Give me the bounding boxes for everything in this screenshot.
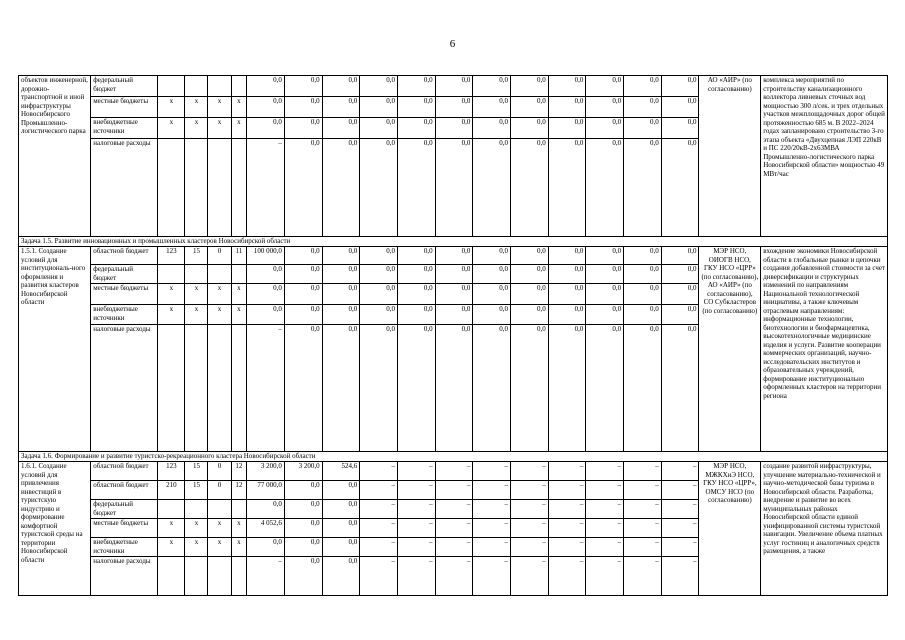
funding-source: налоговые расходы [91, 557, 158, 596]
year-amount: 0,0 [284, 538, 322, 557]
year-amount: – [511, 462, 549, 481]
year-amount: 0,0 [511, 284, 549, 305]
year-amount: – [586, 557, 624, 596]
year-amount: 0,0 [397, 325, 435, 452]
total-amount: 0,0 [247, 284, 285, 305]
year-amount: 0,0 [397, 97, 435, 118]
year-amount: – [435, 557, 473, 596]
year-amount: 0,0 [511, 97, 549, 118]
year-amount: 0,0 [435, 305, 473, 325]
year-amount: – [473, 538, 511, 557]
year-amount: – [624, 500, 662, 519]
year-amount: 0,0 [661, 265, 699, 284]
table-row [19, 76, 888, 97]
year-amount: 0,0 [586, 139, 624, 237]
year-amount: 0,0 [435, 139, 473, 237]
year-amount: 0,0 [284, 118, 322, 139]
year-amount: 0,0 [661, 284, 699, 305]
year-amount: 0,0 [473, 265, 511, 284]
year-amount: 0,0 [284, 325, 322, 452]
funding-source: местные бюджеты [91, 519, 158, 538]
year-amount: 0,0 [624, 305, 662, 325]
year-amount: – [473, 481, 511, 500]
task-header-row [19, 452, 888, 462]
year-amount: 0,0 [624, 118, 662, 139]
budget-code [231, 265, 247, 284]
year-amount: – [661, 519, 699, 538]
year-amount: 0,0 [322, 265, 360, 284]
year-amount: – [548, 538, 586, 557]
year-amount: – [548, 500, 586, 519]
year-amount: 0,0 [586, 118, 624, 139]
year-amount: – [473, 557, 511, 596]
year-amount: – [586, 519, 624, 538]
year-amount: – [360, 557, 398, 596]
total-amount: 100 000,0 [247, 247, 285, 265]
year-amount: – [661, 481, 699, 500]
year-amount: 0,0 [548, 305, 586, 325]
year-amount: 3 200,0 [284, 462, 322, 481]
year-amount: 0,0 [473, 284, 511, 305]
year-amount: 0,0 [360, 76, 398, 97]
total-amount: – [247, 557, 285, 596]
total-amount: 3 200,0 [247, 462, 285, 481]
funding-source: налоговые расходы [91, 325, 158, 452]
year-amount: – [624, 557, 662, 596]
year-amount: – [435, 519, 473, 538]
year-amount: 0,0 [284, 500, 322, 519]
year-amount: 0,0 [284, 97, 322, 118]
year-amount: 0,0 [284, 139, 322, 237]
year-amount: 0,0 [284, 284, 322, 305]
budget-code: 12 [231, 481, 247, 500]
year-amount: 0,0 [511, 118, 549, 139]
year-amount: – [548, 519, 586, 538]
year-amount: 0,0 [661, 97, 699, 118]
year-amount: 0,0 [435, 284, 473, 305]
funding-source: внебюджетные источники [91, 538, 158, 557]
budget-code [158, 325, 185, 452]
program-measures-table [18, 75, 888, 596]
year-amount: 0,0 [548, 97, 586, 118]
year-amount: 0,0 [586, 76, 624, 97]
task-heading: Задача 1.5. Развитие инновационных и промышленных кластеров Новосибирской области [19, 237, 888, 247]
year-amount: 0,0 [360, 247, 398, 265]
total-amount: 0,0 [247, 500, 285, 519]
budget-code: 210 [158, 481, 185, 500]
budget-code: 123 [158, 247, 185, 265]
funding-source: местные бюджеты [91, 97, 158, 118]
budget-code [231, 139, 247, 237]
budget-code: х [185, 305, 208, 325]
year-amount: 0,0 [511, 139, 549, 237]
budget-code [231, 500, 247, 519]
task-heading: Задача 1.6. Формирование и развитие туристско-рекреационного кластера Новосибирской области [19, 452, 888, 462]
year-amount: 0,0 [435, 325, 473, 452]
total-amount: – [247, 325, 285, 452]
budget-code [185, 139, 208, 237]
funding-source: налоговые расходы [91, 139, 158, 237]
budget-code [185, 500, 208, 519]
year-amount: 0,0 [624, 139, 662, 237]
year-amount: 0,0 [284, 76, 322, 97]
year-amount: 0,0 [360, 139, 398, 237]
year-amount: – [586, 500, 624, 519]
year-amount: 0,0 [322, 325, 360, 452]
year-amount: – [548, 557, 586, 596]
year-amount: 0,0 [397, 265, 435, 284]
year-amount: 0,0 [624, 97, 662, 118]
total-amount: 0,0 [247, 538, 285, 557]
year-amount: 0,0 [511, 305, 549, 325]
year-amount: 0,0 [661, 325, 699, 452]
year-amount: 0,0 [511, 265, 549, 284]
year-amount: – [511, 481, 549, 500]
year-amount: 0,0 [548, 265, 586, 284]
year-amount: 0,0 [473, 247, 511, 265]
year-amount: 0,0 [511, 247, 549, 265]
year-amount: – [661, 538, 699, 557]
year-amount: – [473, 519, 511, 538]
year-amount: 0,0 [586, 305, 624, 325]
funding-source: федеральный бюджет [91, 500, 158, 519]
year-amount: 0,0 [661, 305, 699, 325]
year-amount: – [397, 557, 435, 596]
year-amount: – [397, 519, 435, 538]
year-amount: 0,0 [548, 284, 586, 305]
executor: МЭР НСО, МЖКХиЭ НСО, ГКУ НСО «ЦРР», ОМСУ НСО (по согласованию) [699, 462, 761, 596]
year-amount: – [435, 538, 473, 557]
budget-code [158, 557, 185, 596]
year-amount: 0,0 [548, 325, 586, 452]
table-row [19, 247, 888, 265]
year-amount: – [360, 538, 398, 557]
expected-result: создание развитой инфраструктуры, улучшение материально-технической и научно-методической базы туризма в Новосибирской области. Разработка, внедрение и развитие во всех муниципальных районах Новосибирской области единой унифицированной системы туристской навигации. Увеличение объема платных услуг гостиниц и аналогичных средств размещения, а также [761, 462, 888, 596]
expected-result: вхождение экономики Новосибирской области в глобальные рынки и цепочки создания добавленной стоимости за счет диверсификации и структурных изменений по направлениям Национальной технологической инициативы, а также ключевым отраслевым направлениям: информационные технологии, биотехнологии и биофармацевтика, высокотехнологичные медицинские изделия и услуги. Развитие кооперации коммерческих организаций, научно-исследовательских институтов и образовательных учреждений, формирование институционально оформленных кластеров на территории региона [761, 247, 888, 452]
budget-code [231, 76, 247, 97]
task-header-row [19, 237, 888, 247]
budget-code: х [158, 118, 185, 139]
total-amount: – [247, 139, 285, 237]
budget-code [231, 325, 247, 452]
budget-code: х [208, 519, 231, 538]
year-amount: 0,0 [473, 118, 511, 139]
budget-code: х [185, 519, 208, 538]
year-amount: 0,0 [322, 284, 360, 305]
budget-code: х [208, 284, 231, 305]
year-amount: 0,0 [397, 284, 435, 305]
year-amount: – [397, 462, 435, 481]
year-amount: 0,0 [322, 557, 360, 596]
year-amount: 0,0 [548, 139, 586, 237]
year-amount: – [473, 500, 511, 519]
measure-name: объектов инженерной, дорожно-транспортной и иной инфраструктуры Новосибирского Промышленно-логистического парка [19, 76, 91, 237]
budget-code: 123 [158, 462, 185, 481]
funding-source: областной бюджет [91, 462, 158, 481]
budget-code: х [231, 284, 247, 305]
year-amount: – [624, 462, 662, 481]
budget-code: х [185, 97, 208, 118]
year-amount: 0,0 [661, 76, 699, 97]
year-amount: – [360, 519, 398, 538]
budget-code: х [231, 118, 247, 139]
year-amount: – [661, 500, 699, 519]
year-amount: 0,0 [435, 76, 473, 97]
budget-code [231, 557, 247, 596]
year-amount: 0,0 [284, 265, 322, 284]
year-amount: 0,0 [360, 284, 398, 305]
budget-code [208, 139, 231, 237]
budget-code: х [231, 538, 247, 557]
year-amount: 0,0 [397, 247, 435, 265]
year-amount: – [624, 538, 662, 557]
year-amount: 0,0 [397, 76, 435, 97]
year-amount: 0,0 [473, 139, 511, 237]
year-amount: 0,0 [511, 76, 549, 97]
budget-code: х [208, 538, 231, 557]
year-amount: 0,0 [360, 325, 398, 452]
year-amount: 0,0 [284, 557, 322, 596]
year-amount: 0,0 [322, 139, 360, 237]
year-amount: – [473, 462, 511, 481]
year-amount: – [360, 462, 398, 481]
year-amount: 0,0 [435, 265, 473, 284]
year-amount: – [586, 481, 624, 500]
year-amount: 0,0 [661, 139, 699, 237]
year-amount: – [586, 538, 624, 557]
budget-code: х [208, 97, 231, 118]
budget-code: х [185, 284, 208, 305]
year-amount: 0,0 [284, 481, 322, 500]
year-amount: – [548, 481, 586, 500]
year-amount: 0,0 [624, 284, 662, 305]
year-amount: 0,0 [322, 481, 360, 500]
year-amount: 0,0 [322, 118, 360, 139]
budget-code: х [231, 305, 247, 325]
year-amount: 0,0 [586, 325, 624, 452]
year-amount: 0,0 [586, 247, 624, 265]
funding-source: местные бюджеты [91, 284, 158, 305]
expected-result: комплекса мероприятий по строительству канализационного коллектора ливневых сточных вод мощностью 300 л/сек. и трех отдельных участков межплощадочных дорог общей протяженностью 685 м. В 2022–2024 годах запланировано строительство 3-го этапа объекта «Двухцепная ЛЭП 220кВ и ПС 220/20кВ-2х63МВА Промышленно-логистического парка Новосибирской области» мощностью 49 МВт/час [761, 76, 888, 237]
total-amount: 77 000,0 [247, 481, 285, 500]
year-amount: 0,0 [586, 265, 624, 284]
year-amount: 0,0 [624, 76, 662, 97]
budget-code [185, 325, 208, 452]
funding-source: областной бюджет [91, 247, 158, 265]
year-amount: 0,0 [511, 325, 549, 452]
budget-code: х [158, 284, 185, 305]
budget-code [158, 76, 185, 97]
year-amount: 0,0 [548, 118, 586, 139]
funding-source: внебюджетные источники [91, 118, 158, 139]
year-amount: 0,0 [473, 97, 511, 118]
budget-code [158, 500, 185, 519]
year-amount: 0,0 [473, 325, 511, 452]
budget-code [185, 557, 208, 596]
executor: МЭР НСО, ОИОГВ НСО, ГКУ НСО «ЦРР» (по согласованию), АО «АИР» (по согласованию), СО Субкластеров (по согласованию) [699, 247, 761, 452]
measure-name: 1.6.1. Создание условий для привлечения инвестиций в туристскую индустрию и формирование комфортной туристской среды на территории Новосибирской области [19, 462, 91, 596]
total-amount: 0,0 [247, 305, 285, 325]
year-amount: – [661, 557, 699, 596]
year-amount: – [397, 500, 435, 519]
year-amount: 0,0 [548, 247, 586, 265]
budget-code: х [158, 97, 185, 118]
budget-code [185, 76, 208, 97]
year-amount: – [511, 538, 549, 557]
year-amount: 0,0 [586, 284, 624, 305]
budget-code: х [185, 538, 208, 557]
budget-code: х [185, 118, 208, 139]
year-amount: 0,0 [661, 118, 699, 139]
budget-code [208, 557, 231, 596]
year-amount: – [397, 538, 435, 557]
total-amount: 0,0 [247, 265, 285, 284]
year-amount: 0,0 [322, 305, 360, 325]
funding-source: федеральный бюджет [91, 76, 158, 97]
year-amount: 0,0 [360, 97, 398, 118]
budget-code: 0 [208, 481, 231, 500]
budget-code: х [208, 118, 231, 139]
budget-code: х [158, 305, 185, 325]
year-amount: 0,0 [360, 265, 398, 284]
total-amount: 0,0 [247, 97, 285, 118]
budget-code: х [231, 97, 247, 118]
year-amount: 0,0 [397, 118, 435, 139]
measure-name: 1.5.1. Создание условий для институциональ-ного оформления и развития кластеров Новосибирской области [19, 247, 91, 452]
year-amount: 0,0 [624, 265, 662, 284]
page-number: 6 [449, 38, 456, 50]
year-amount: 0,0 [473, 76, 511, 97]
year-amount: 0,0 [473, 305, 511, 325]
total-amount: 4 052,6 [247, 519, 285, 538]
year-amount: 0,0 [586, 97, 624, 118]
executor: АО «АИР» (по согласованию) [699, 76, 761, 237]
budget-code [158, 265, 185, 284]
year-amount: 0,0 [435, 247, 473, 265]
year-amount: – [511, 519, 549, 538]
funding-source: внебюджетные источники [91, 305, 158, 325]
budget-code: х [231, 519, 247, 538]
year-amount: – [435, 481, 473, 500]
year-amount: 0,0 [360, 305, 398, 325]
year-amount: – [661, 462, 699, 481]
year-amount: 0,0 [548, 76, 586, 97]
year-amount: 0,0 [322, 97, 360, 118]
year-amount: – [624, 481, 662, 500]
budget-code [208, 76, 231, 97]
budget-code [208, 265, 231, 284]
year-amount: – [511, 557, 549, 596]
year-amount: 0,0 [624, 247, 662, 265]
year-amount: 0,0 [284, 519, 322, 538]
year-amount: – [624, 519, 662, 538]
total-amount: 0,0 [247, 76, 285, 97]
year-amount: 0,0 [322, 500, 360, 519]
year-amount: – [360, 481, 398, 500]
funding-source: федеральный бюджет [91, 265, 158, 284]
budget-code [208, 500, 231, 519]
budget-code: 0 [208, 247, 231, 265]
year-amount: – [435, 500, 473, 519]
year-amount: – [511, 500, 549, 519]
year-amount: 0,0 [661, 247, 699, 265]
budget-code: 15 [185, 481, 208, 500]
total-amount: 0,0 [247, 118, 285, 139]
year-amount: 0,0 [322, 76, 360, 97]
year-amount: 524,6 [322, 462, 360, 481]
year-amount: 0,0 [435, 118, 473, 139]
year-amount: 0,0 [284, 247, 322, 265]
year-amount: 0,0 [397, 139, 435, 237]
budget-code: х [158, 538, 185, 557]
table-row [19, 462, 888, 481]
year-amount: – [435, 462, 473, 481]
year-amount: 0,0 [435, 97, 473, 118]
budget-code [185, 265, 208, 284]
year-amount: 0,0 [322, 538, 360, 557]
year-amount: 0,0 [322, 519, 360, 538]
budget-code: х [208, 305, 231, 325]
budget-code: 15 [185, 247, 208, 265]
year-amount: – [548, 462, 586, 481]
budget-code: 0 [208, 462, 231, 481]
budget-code [158, 139, 185, 237]
year-amount: 0,0 [322, 247, 360, 265]
budget-code: х [158, 519, 185, 538]
funding-source: областной бюджет [91, 481, 158, 500]
budget-code: 11 [231, 247, 247, 265]
year-amount: 0,0 [397, 305, 435, 325]
year-amount: 0,0 [284, 305, 322, 325]
budget-code: 12 [231, 462, 247, 481]
budget-code [208, 325, 231, 452]
budget-code: 15 [185, 462, 208, 481]
year-amount: 0,0 [624, 325, 662, 452]
year-amount: – [360, 500, 398, 519]
year-amount: 0,0 [360, 118, 398, 139]
year-amount: – [586, 462, 624, 481]
year-amount: – [397, 481, 435, 500]
